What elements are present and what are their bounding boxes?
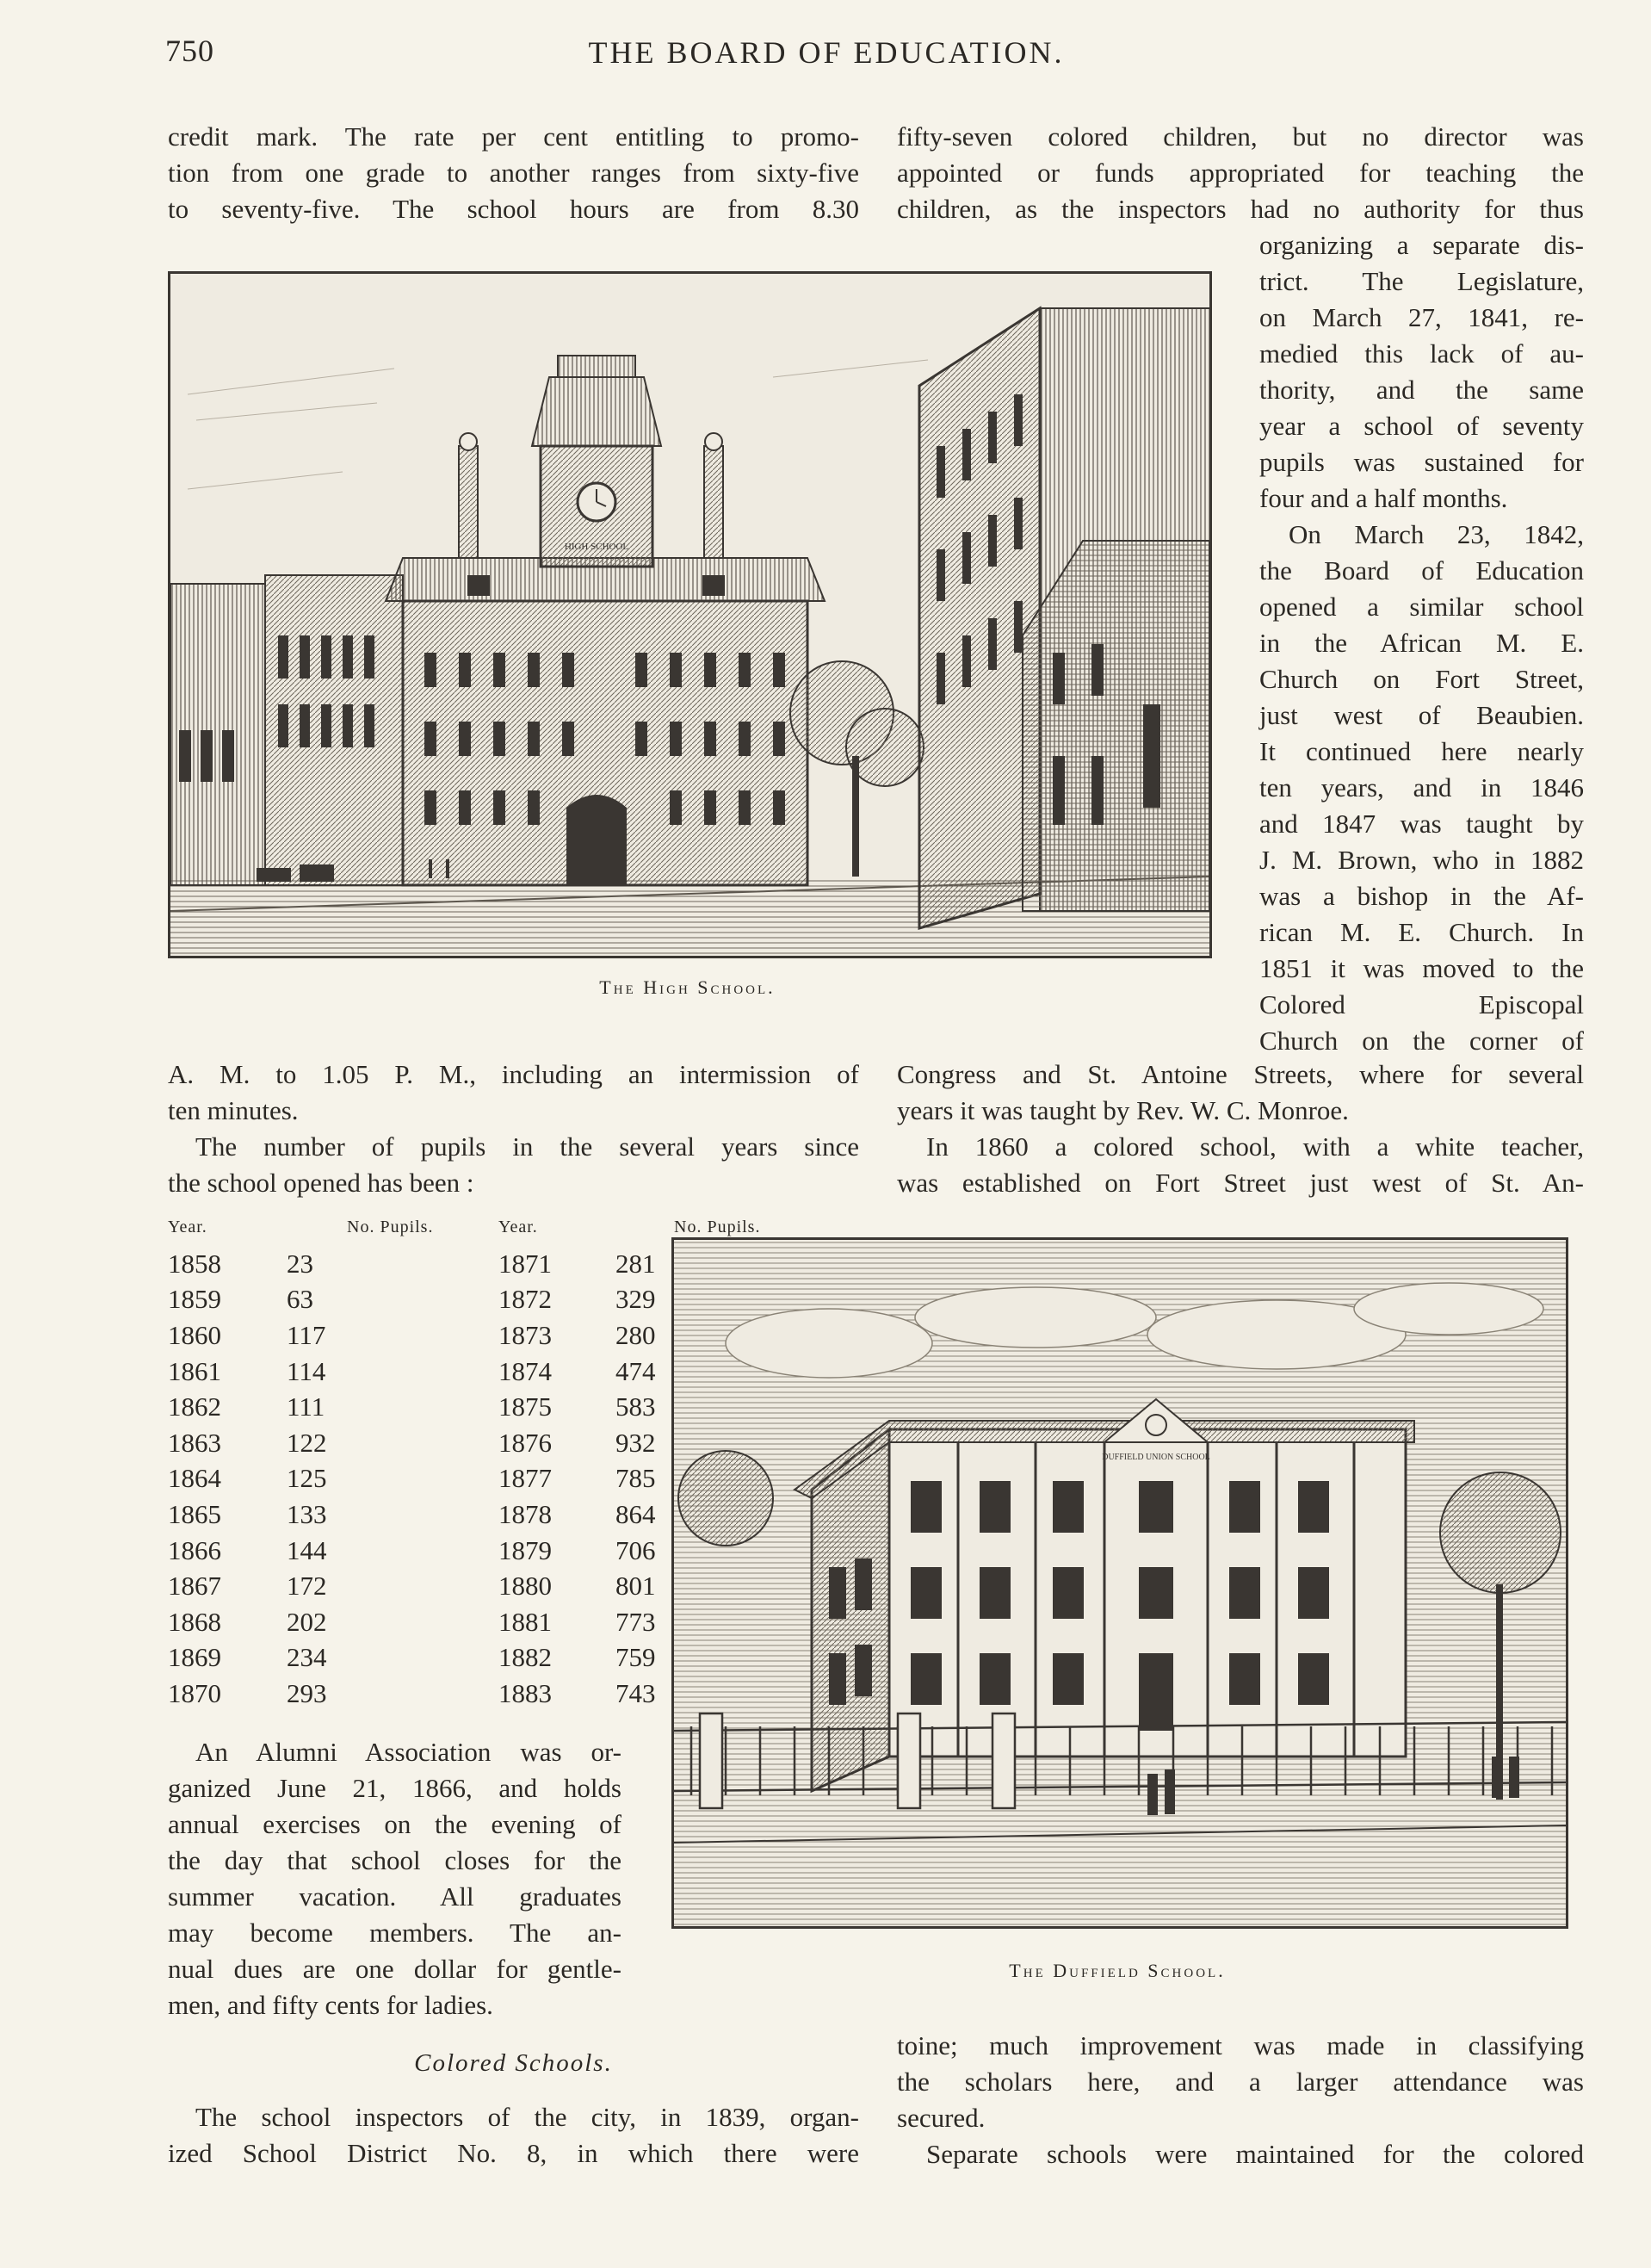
year-cell: 1864	[168, 1463, 221, 1494]
text-line: trict. The Legislature,	[1259, 266, 1584, 296]
year-cell: 1879	[498, 1534, 552, 1565]
text-line: on March 27, 1841, re-	[1259, 302, 1584, 332]
year-cell: 1883	[498, 1677, 552, 1708]
text-line: secured.	[897, 2103, 986, 2133]
text-line: credit mark. The rate per cent entitling to promo-	[168, 121, 859, 152]
paragraph-school-hours-start	[168, 119, 859, 227]
text-line: annual exercises on the evening of	[168, 1809, 621, 1839]
pupil-count-cell: 329	[615, 1284, 656, 1315]
pupil-count-cell: 144	[287, 1534, 327, 1565]
text-line: may become members. The an-	[168, 1918, 621, 1948]
caption-high-school: The High School.	[599, 976, 776, 998]
text-line: 1851 it was moved to the	[1259, 953, 1584, 983]
year-cell: 1868	[168, 1606, 221, 1637]
paragraph-colored-children-start	[897, 119, 1584, 227]
text-line: was established on Fort Street just west of St. An-	[897, 1168, 1584, 1198]
page-number: 750	[165, 34, 214, 68]
pupil-count-cell: 583	[615, 1391, 656, 1422]
text-line: summer vacation. All graduates	[168, 1881, 621, 1912]
text-line: fifty-seven colored children, but no director was	[897, 121, 1584, 152]
pupil-count-cell: 122	[287, 1427, 327, 1458]
year-cell: 1862	[168, 1391, 221, 1422]
year-cell: 1859	[168, 1284, 221, 1315]
paragraph-legislature-narrow	[1259, 227, 1584, 1059]
text-line: and 1847 was taught by	[1259, 809, 1584, 839]
text-line: Congress and St. Antoine Streets, where for several	[897, 1059, 1584, 1089]
pupil-count-cell: 706	[615, 1534, 656, 1565]
text-line: the scholars here, and a larger attendance was	[897, 2067, 1584, 2097]
pupil-count-cell: 281	[615, 1248, 656, 1279]
pupil-count-cell: 117	[287, 1319, 326, 1350]
pupil-count-cell: 743	[615, 1677, 656, 1708]
year-cell: 1866	[168, 1534, 221, 1565]
pupil-count-cell: 202	[287, 1606, 327, 1637]
duffield-school-illustration	[671, 1237, 1568, 1929]
text-line: men, and fifty cents for ladies.	[168, 1990, 493, 2020]
text-line: A. M. to 1.05 P. M., including an intermission of	[168, 1059, 859, 1089]
high-school-illustration	[168, 271, 1212, 958]
caption-duffield-school: The Duffield School.	[1009, 1960, 1226, 1981]
text-line: tion from one grade to another ranges from sixty-five	[168, 158, 859, 188]
year-cell: 1873	[498, 1319, 552, 1350]
text-line: rican M. E. Church. In	[1259, 917, 1584, 947]
column-header: Year.	[168, 1218, 207, 1236]
text-line: the day that school closes for the	[168, 1845, 621, 1875]
year-cell: 1858	[168, 1248, 221, 1279]
text-line: the Board of Education	[1259, 555, 1584, 586]
year-cell: 1865	[168, 1498, 221, 1529]
text-line: opened a similar school	[1259, 592, 1584, 622]
pupil-count-cell: 114	[287, 1355, 326, 1386]
high-school-sign: HIGH SCHOOL	[564, 542, 629, 552]
paragraph-alumni-association	[168, 1734, 621, 2023]
text-line: to seventy-five. The school hours are from 8.30	[168, 194, 859, 224]
year-cell: 1874	[498, 1355, 552, 1386]
text-line: pupils was sustained for	[1259, 447, 1584, 477]
text-line: The school inspectors of the city, in 1839, organ-	[195, 2102, 859, 2132]
text-line: The number of pupils in the several years since	[195, 1131, 859, 1162]
year-cell: 1869	[168, 1642, 221, 1673]
text-line: the school opened has been :	[168, 1168, 474, 1198]
paragraph-colored-schools	[168, 2099, 859, 2172]
text-line: four and a half months.	[1259, 483, 1508, 513]
duffield-school-sign: DUFFIELD UNION SCHOOL	[1102, 1453, 1210, 1462]
text-line: medied this lack of au-	[1259, 338, 1584, 369]
text-line: Church on Fort Street,	[1259, 664, 1584, 694]
text-line: children, as the inspectors had no authority for thus	[897, 194, 1584, 224]
pupil-count-cell: 864	[615, 1498, 656, 1529]
pupil-count-cell: 63	[287, 1284, 313, 1315]
text-line: ized School District No. 8, in which there were	[168, 2138, 859, 2168]
paragraph-separate-schools	[897, 2028, 1584, 2172]
text-line: J. M. Brown, who in 1882	[1259, 845, 1584, 875]
year-cell: 1876	[498, 1427, 552, 1458]
text-line: toine; much improvement was made in classifying	[897, 2030, 1584, 2060]
text-line: ten minutes.	[168, 1095, 299, 1125]
text-line: Church on the corner of	[1259, 1026, 1584, 1056]
pupil-count-cell: 932	[615, 1427, 656, 1458]
text-line: In 1860 a colored school, with a white teacher,	[926, 1131, 1584, 1162]
year-cell: 1872	[498, 1284, 552, 1315]
year-cell: 1882	[498, 1642, 552, 1673]
year-cell: 1875	[498, 1391, 552, 1422]
pupil-count-cell: 23	[287, 1248, 313, 1279]
year-cell: 1881	[498, 1606, 552, 1637]
text-line: years it was taught by Rev. W. C. Monroe.	[897, 1095, 1349, 1125]
text-line: On March 23, 1842,	[1289, 519, 1584, 549]
year-cell: 1877	[498, 1463, 552, 1494]
high-school-drawing	[170, 274, 1209, 956]
text-line: appointed or funds appropriated for teaching the	[897, 158, 1584, 188]
pupil-count-cell: 759	[615, 1642, 656, 1673]
pupil-count-cell: 785	[615, 1463, 656, 1494]
column-header: Year.	[498, 1218, 538, 1236]
pupil-count-cell: 172	[287, 1571, 327, 1602]
paragraph-school-hours-end	[168, 1057, 859, 1201]
text-line: in the African M. E.	[1259, 628, 1584, 658]
text-line: ten years, and in 1846	[1259, 772, 1584, 802]
pupil-count-cell: 280	[615, 1319, 656, 1350]
year-cell: 1878	[498, 1498, 552, 1529]
year-cell: 1863	[168, 1427, 221, 1458]
pupil-count-cell: 234	[287, 1642, 327, 1673]
paragraph-congress-streets	[897, 1057, 1584, 1201]
text-line: ganized June 21, 1866, and holds	[168, 1773, 621, 1803]
text-line: An Alumni Association was or-	[195, 1737, 621, 1767]
year-cell: 1870	[168, 1677, 221, 1708]
year-cell: 1871	[498, 1248, 552, 1279]
pupil-count-cell: 125	[287, 1463, 327, 1494]
text-line: Colored Episcopal	[1259, 989, 1584, 1019]
pupil-count-cell: 474	[615, 1355, 656, 1386]
year-cell: 1880	[498, 1571, 552, 1602]
pupil-count-cell: 293	[287, 1677, 327, 1708]
running-title: THE BOARD OF EDUCATION.	[588, 35, 1065, 70]
text-line: It continued here nearly	[1259, 736, 1584, 766]
column-header: No. Pupils.	[347, 1218, 434, 1236]
pupil-count-cell: 773	[615, 1606, 656, 1637]
duffield-school-drawing	[674, 1240, 1566, 1926]
text-line: was a bishop in the Af-	[1259, 881, 1584, 911]
text-line: Separate schools were maintained for the colored	[926, 2139, 1584, 2169]
text-line: organizing a separate dis-	[1259, 230, 1584, 260]
year-cell: 1860	[168, 1319, 221, 1350]
year-cell: 1861	[168, 1355, 221, 1386]
column-header: No. Pupils.	[674, 1218, 761, 1236]
pupil-count-cell: 801	[615, 1571, 656, 1602]
text-line: thority, and the same	[1259, 375, 1584, 405]
text-line: nual dues are one dollar for gentle-	[168, 1954, 621, 1984]
text-line: just west of Beaubien.	[1259, 700, 1584, 730]
year-cell: 1867	[168, 1571, 221, 1602]
text-line: year a school of seventy	[1259, 411, 1584, 441]
section-heading-colored-schools: Colored Schools.	[414, 2049, 613, 2077]
pupil-count-cell: 133	[287, 1498, 327, 1529]
pupil-count-cell: 111	[287, 1391, 325, 1422]
